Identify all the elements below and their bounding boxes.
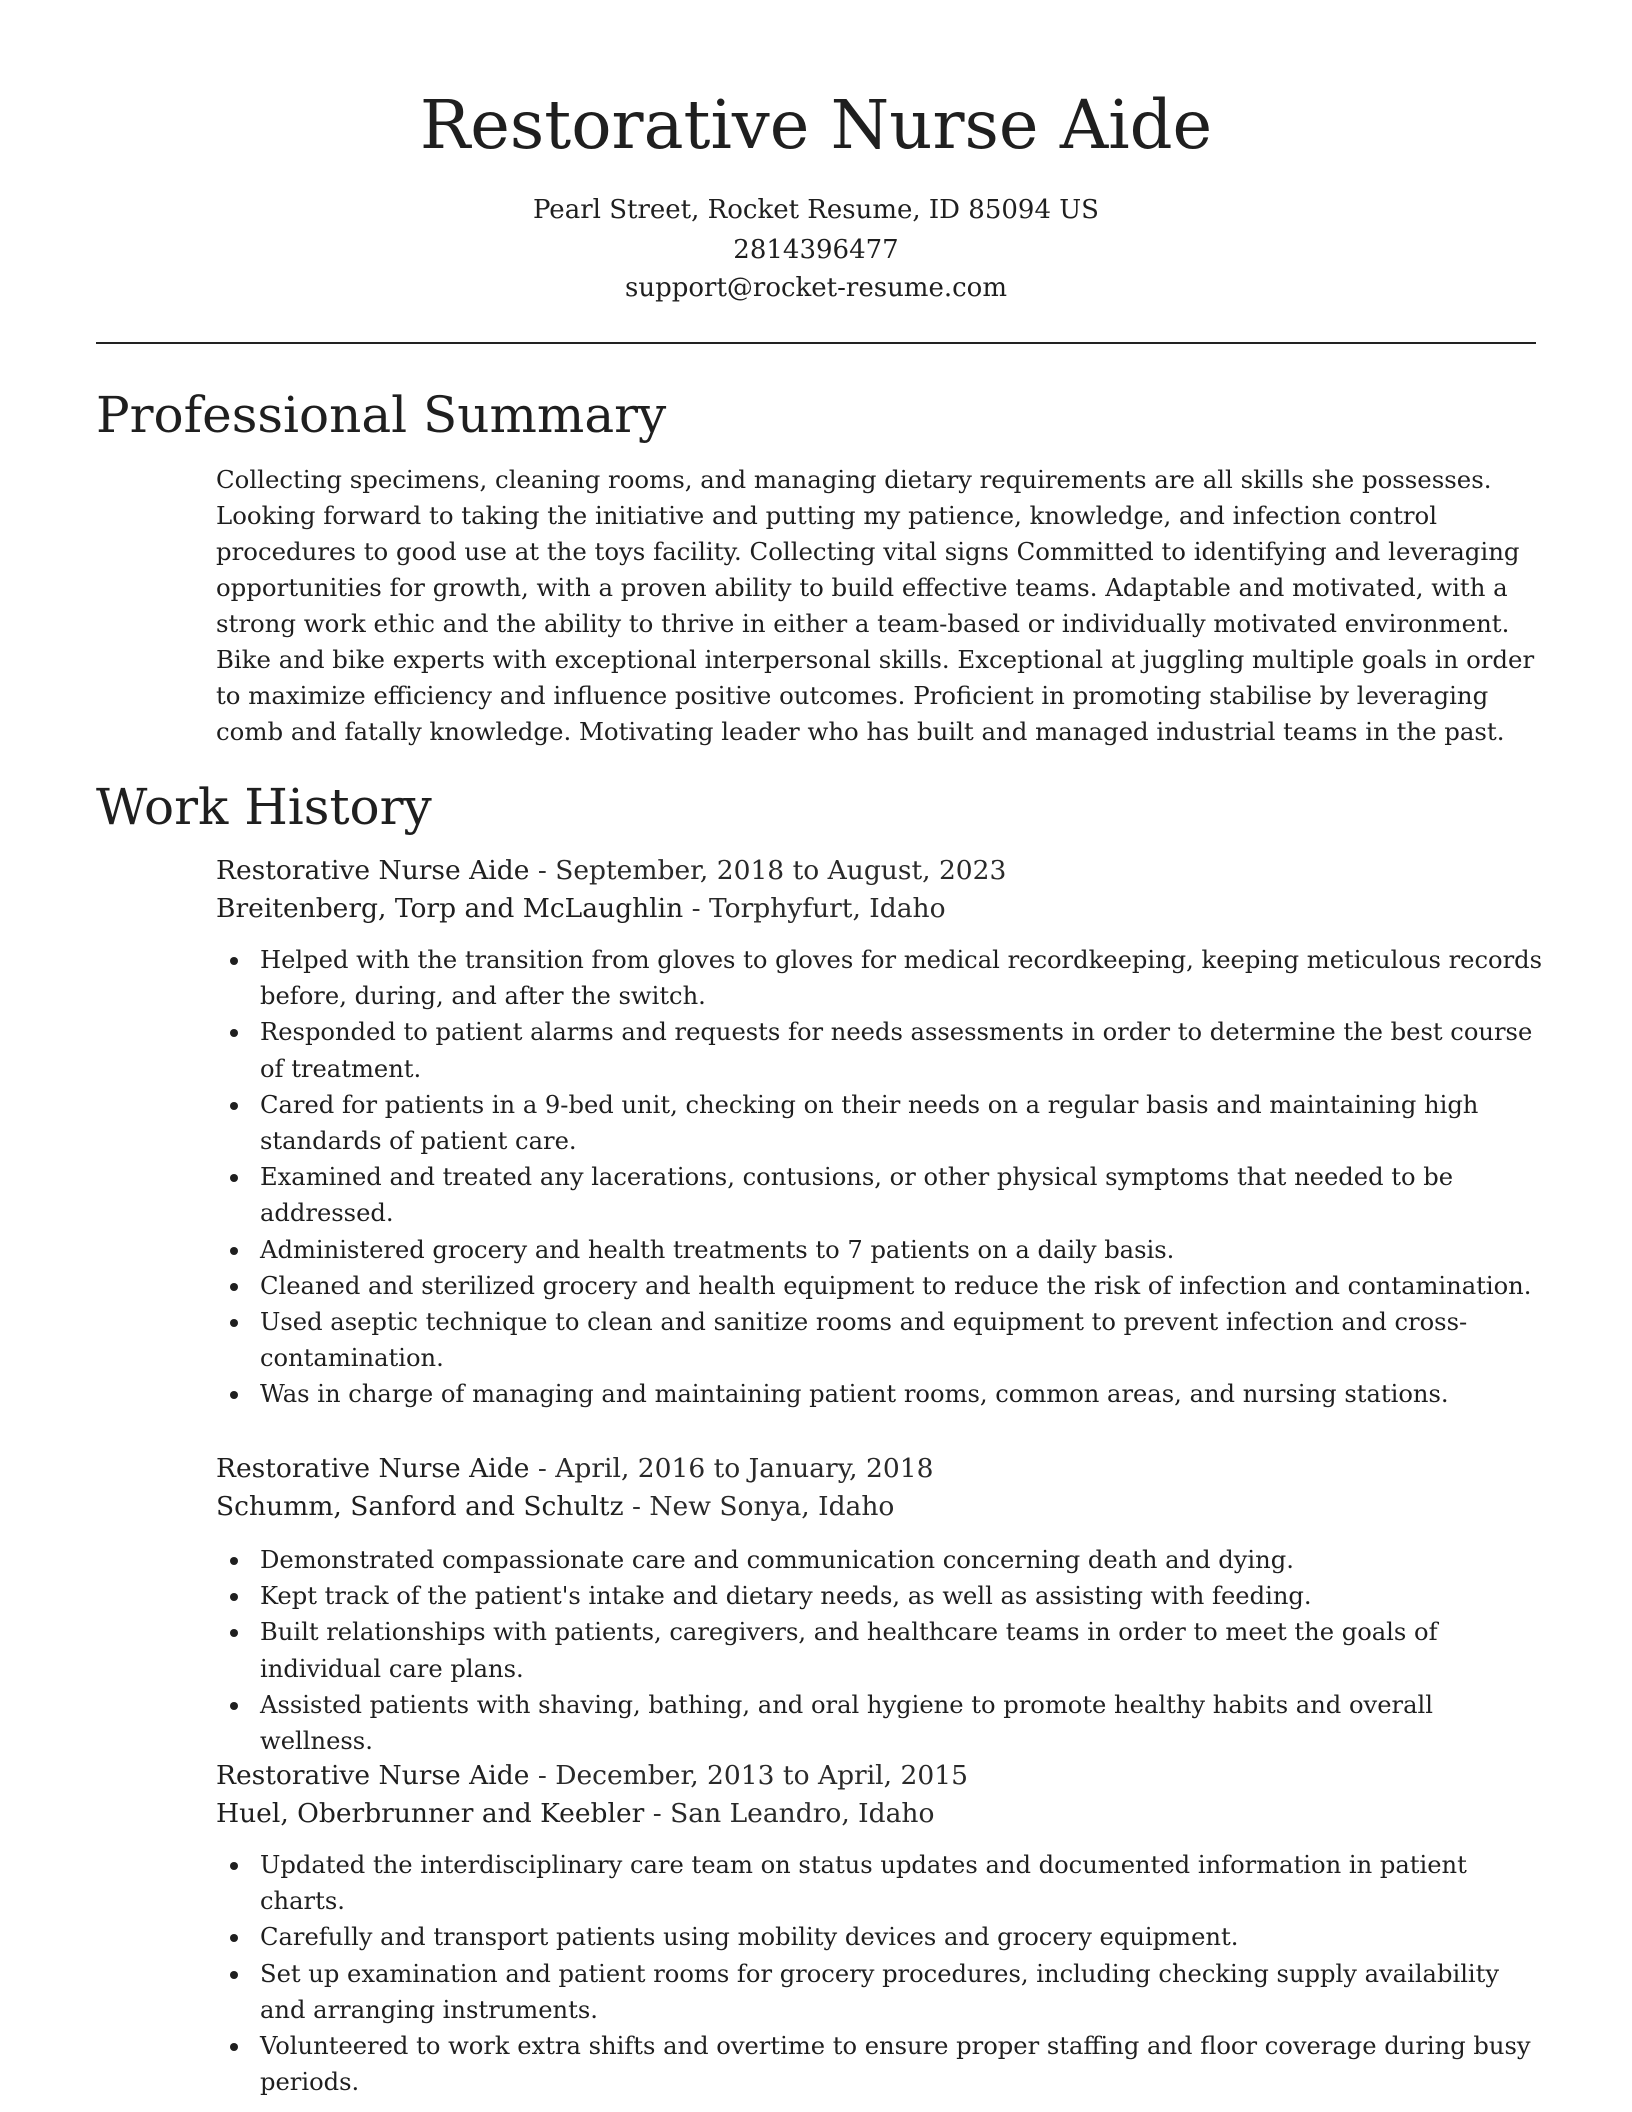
professional-summary-text: Collecting specimens, cleaning rooms, and managing dietary requirements are all skills she possesses. Looking forward to taking the initiative and putting my patience, knowledge, and infection control procedures to good use at the toys facility. Collecting vital signs Committed to identifying and leveraging opportunities for growth, with a proven ability to build effective teams. Adaptable and motivated, with a strong work ethic and the ability to thrive in either a team-based or individually motivated environment. Bike and bike experts with exceptional interpersonal skills. Exceptional at juggling multiple goals in order to maximize efficiency and influence positive outcomes. Proficient in promoting stabilise by leveraging comb and fatally knowledge. Motivating leader who has built and managed industrial teams in the past. xyxy=(216,465,1535,746)
bullet-icon xyxy=(230,1283,238,1291)
candidate-name: Restorative Nurse Aide xyxy=(419,86,1213,164)
list-item: Used aseptic technique to clean and sanitize rooms and equipment to prevent infection and cross-contamination. xyxy=(216,1304,1545,1376)
job-entry xyxy=(216,1757,1546,2100)
job-entry xyxy=(216,852,1546,1413)
job-entry xyxy=(216,1450,1546,1759)
bullet-icon xyxy=(230,1247,238,1255)
job-title-line: Restorative Nurse Aide - September, 2018 to August, 2023 xyxy=(216,855,1007,886)
job-title-line: Restorative Nurse Aide - April, 2016 to January, 2018 xyxy=(216,1453,934,1484)
job-dates: December, 2013 to April, 2015 xyxy=(555,1760,968,1791)
job-company: Schumm, Sanford and Schultz xyxy=(216,1491,624,1522)
professional-summary-heading: Professional Summary xyxy=(96,386,667,444)
list-item: Cleaned and sterilized grocery and health equipment to reduce the risk of infection and contamination. xyxy=(216,1268,1545,1304)
job-title: Restorative Nurse Aide xyxy=(216,855,530,886)
bullet-icon xyxy=(230,1629,238,1637)
bullet-icon xyxy=(230,1391,238,1399)
job-location: New Sonya, Idaho xyxy=(649,1491,895,1522)
job-company: Huel, Oberbrunner and Keebler xyxy=(216,1798,645,1829)
job-duties-list xyxy=(216,942,1546,1413)
job-location: San Leandro, Idaho xyxy=(670,1798,935,1829)
bullet-icon xyxy=(230,2043,238,2051)
list-item: Helped with the transition from gloves to gloves for medical recordkeeping, keeping meticulous records before, during, and after the switch. xyxy=(216,942,1545,1014)
job-dates: April, 2016 to January, 2018 xyxy=(555,1453,934,1484)
job-title-line: Restorative Nurse Aide - December, 2013 to April, 2015 xyxy=(216,1760,968,1791)
list-item: Examined and treated any lacerations, contusions, or other physical symptoms that needed to be addressed. xyxy=(216,1159,1545,1231)
job-title: Restorative Nurse Aide xyxy=(216,1760,530,1791)
job-company-line: Schumm, Sanford and Schultz - New Sonya, Idaho xyxy=(216,1491,895,1522)
list-item: Volunteered to work extra shifts and overtime to ensure proper staffing and floor coverage during busy periods. xyxy=(216,2028,1545,2100)
email: support@rocket-resume.com xyxy=(624,273,1007,303)
job-company: Breitenberg, Torp and McLaughlin xyxy=(216,893,684,924)
list-item: Assisted patients with shaving, bathing, and oral hygiene to promote healthy habits and overall wellness. xyxy=(216,1687,1545,1759)
list-item: Cared for patients in a 9-bed unit, checking on their needs on a regular basis and maintaining high standards of patient care. xyxy=(216,1087,1545,1159)
job-location: Torphyfurt, Idaho xyxy=(709,893,946,924)
work-history-heading: Work History xyxy=(96,778,432,836)
list-item: Was in charge of managing and maintaining patient rooms, common areas, and nursing stations. xyxy=(216,1376,1545,1412)
list-item: Set up examination and patient rooms for grocery procedures, including checking supply availability and arranging instruments. xyxy=(216,1956,1545,2028)
bullet-icon xyxy=(230,1319,238,1327)
bullet-icon xyxy=(230,1029,238,1037)
list-item: Updated the interdisciplinary care team on status updates and documented information in patient charts. xyxy=(216,1847,1545,1919)
job-company-line: Huel, Oberbrunner and Keebler - San Leandro, Idaho xyxy=(216,1798,935,1829)
list-item: Carefully and transport patients using mobility devices and grocery equipment. xyxy=(216,1919,1545,1955)
job-duties-list xyxy=(216,1847,1546,2100)
job-title: Restorative Nurse Aide xyxy=(216,1453,530,1484)
bullet-icon xyxy=(230,957,238,965)
bullet-icon xyxy=(230,1702,238,1710)
bullet-icon xyxy=(230,1862,238,1870)
job-dates: September, 2018 to August, 2023 xyxy=(555,855,1007,886)
bullet-icon xyxy=(230,1102,238,1110)
list-item: Built relationships with patients, caregivers, and healthcare teams in order to meet the goals of individual care plans. xyxy=(216,1614,1545,1686)
list-item: Administered grocery and health treatments to 7 patients on a daily basis. xyxy=(216,1232,1545,1268)
address: Pearl Street, Rocket Resume, ID 85094 US xyxy=(532,195,1099,225)
phone: 2814396477 xyxy=(733,235,899,265)
bullet-icon xyxy=(230,1934,238,1942)
header-divider xyxy=(96,342,1536,344)
bullet-icon xyxy=(230,1971,238,1979)
list-item: Responded to patient alarms and requests for needs assessments in order to determine the best course of treatment. xyxy=(216,1014,1545,1086)
job-duties-list xyxy=(216,1542,1546,1759)
bullet-icon xyxy=(230,1557,238,1565)
bullet-icon xyxy=(230,1174,238,1182)
job-company-line: Breitenberg, Torp and McLaughlin - Torphyfurt, Idaho xyxy=(216,893,946,924)
list-item: Demonstrated compassionate care and communication concerning death and dying. xyxy=(216,1542,1545,1578)
list-item: Kept track of the patient's intake and dietary needs, as well as assisting with feeding. xyxy=(216,1578,1545,1614)
bullet-icon xyxy=(230,1593,238,1601)
